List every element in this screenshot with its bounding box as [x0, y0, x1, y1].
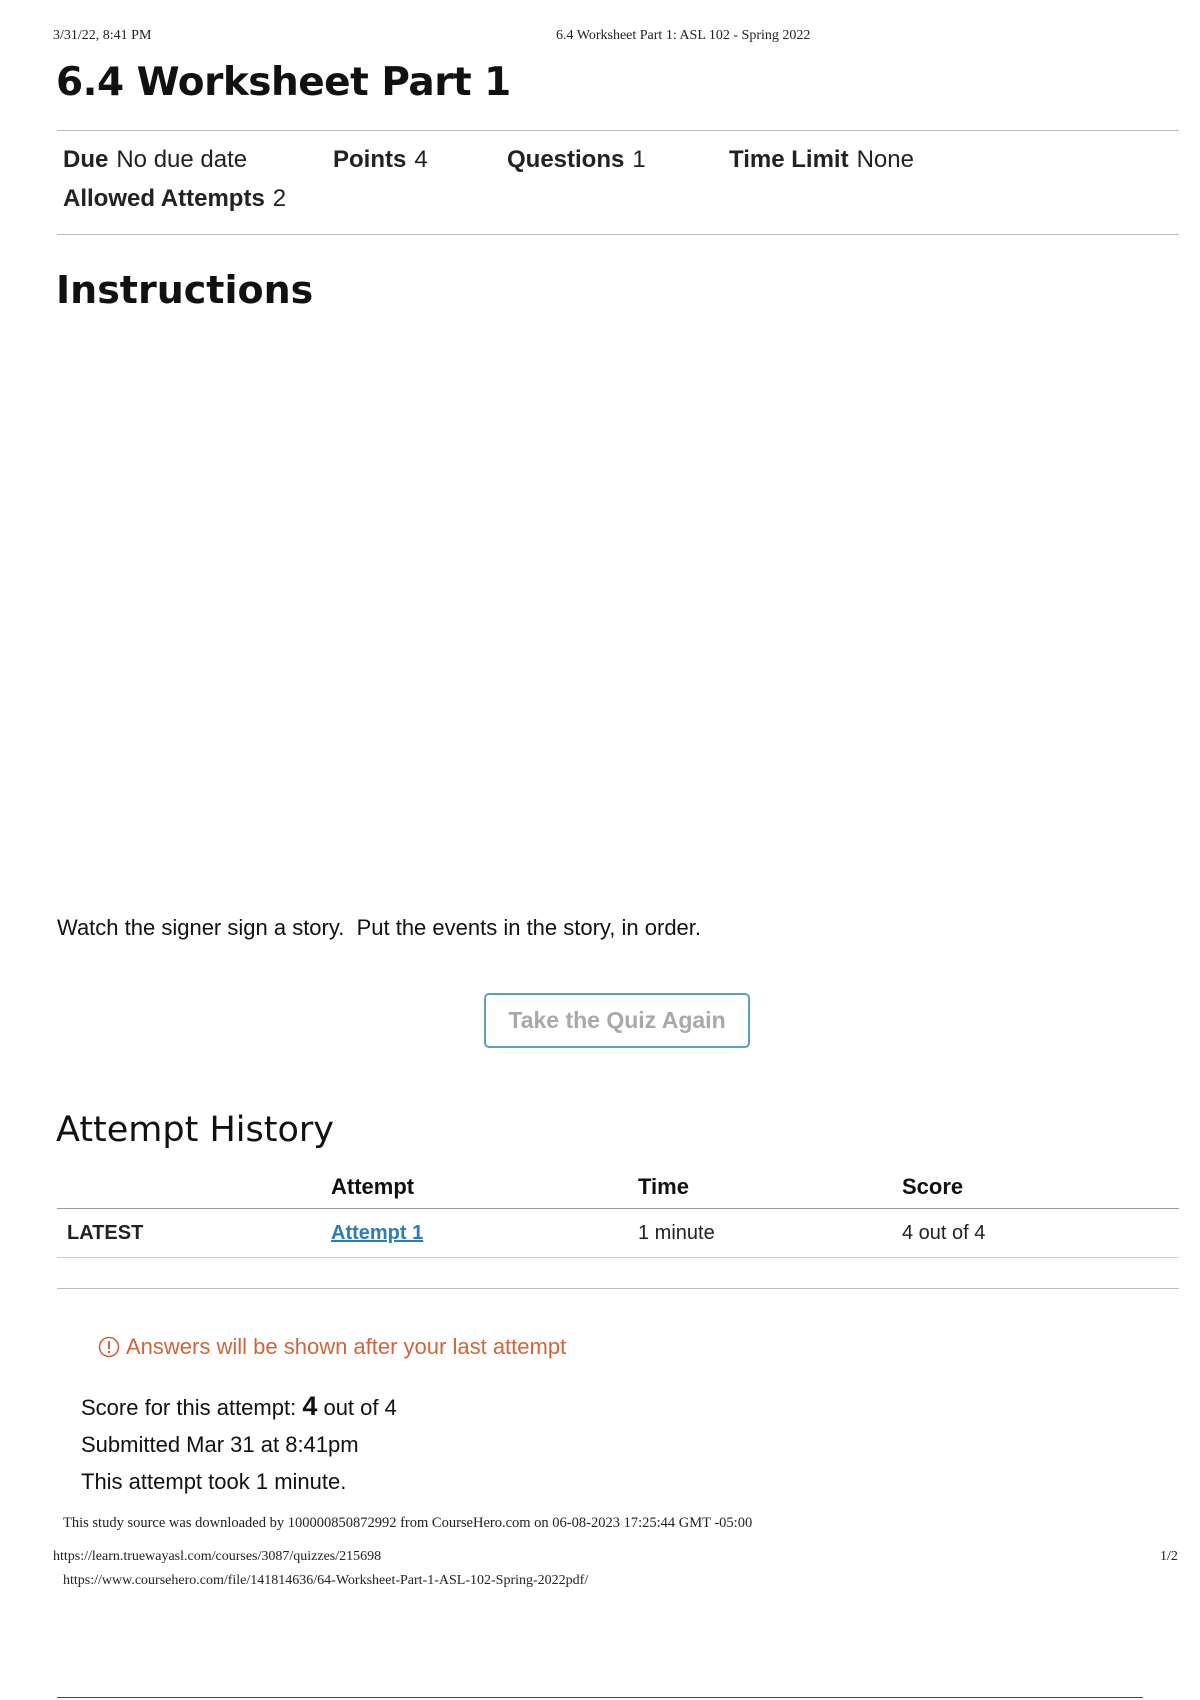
questions-label: Questions: [507, 146, 625, 173]
points-detail: [333, 146, 428, 174]
time-limit-label: Time Limit: [729, 146, 849, 173]
instructions-heading: Instructions: [56, 268, 314, 312]
allowed-attempts-value: 2: [272, 185, 287, 212]
column-header-label: [57, 1170, 331, 1209]
attempt-1-link[interactable]: Attempt 1: [331, 1221, 424, 1244]
instructions-text: Watch the signer sign a story. Put the events in the story, in order.: [57, 915, 702, 940]
bottom-divider: [57, 1697, 1143, 1698]
duration-line: This attempt took 1 minute.: [81, 1469, 347, 1494]
attempt-cell: [331, 1209, 638, 1258]
column-header-attempt: Attempt: [331, 1170, 638, 1209]
take-quiz-again-button[interactable]: Take the Quiz Again: [484, 993, 750, 1048]
score-value: 4: [302, 1391, 318, 1421]
answers-notice: [98, 1334, 566, 1360]
due-label: Due: [63, 146, 109, 173]
points-label: Points: [333, 146, 407, 173]
submitted-line: Submitted Mar 31 at 8:41pm: [81, 1432, 359, 1457]
column-header-time: Time: [638, 1170, 902, 1209]
time-limit-detail: [729, 146, 914, 174]
time-cell: 1 minute: [638, 1209, 902, 1258]
exclamation-circle-icon: [98, 1336, 120, 1358]
divider: [57, 1288, 1179, 1289]
questions-value: 1: [632, 146, 646, 173]
table-header-row: [57, 1170, 1179, 1209]
print-date: 3/31/22, 8:41 PM: [53, 28, 152, 43]
divider: [57, 234, 1179, 235]
print-doc-title: 6.4 Worksheet Part 1: ASL 102 - Spring 2022: [556, 28, 811, 43]
latest-label: LATEST: [57, 1209, 331, 1258]
footer-url-2: https://www.coursehero.com/file/141814636/64-Worksheet-Part-1-ASL-102-Spring-2022pdf/: [63, 1573, 589, 1588]
footer-source-line: This study source was downloaded by 100000850872992 from CourseHero.com on 06-08-2023 17:25:44 GMT -05:00: [63, 1515, 753, 1531]
due-detail: [63, 146, 247, 174]
allowed-attempts-detail: [63, 185, 286, 213]
score-prefix: Score for this attempt:: [81, 1395, 303, 1420]
table-row: [57, 1209, 1179, 1258]
questions-detail: [507, 146, 646, 174]
attempt-history-table: [57, 1170, 1179, 1258]
points-value: 4: [414, 146, 428, 173]
video-embed-area: [57, 330, 1179, 890]
footer-url: https://learn.truewayasl.com/courses/3087/quizzes/215698: [53, 1549, 382, 1564]
score-cell: 4 out of 4: [902, 1209, 1179, 1258]
attempt-details: [81, 1388, 397, 1500]
notice-text: Answers will be shown after your last attempt: [126, 1334, 567, 1359]
attempt-history-heading: Attempt History: [56, 1110, 334, 1150]
time-limit-value: None: [856, 146, 914, 173]
score-suffix: out of 4: [317, 1395, 397, 1420]
column-header-score: Score: [902, 1170, 1179, 1209]
divider: [57, 130, 1179, 131]
due-value: No due date: [116, 146, 248, 173]
attempt-score-line: [81, 1388, 397, 1426]
page-title: 6.4 Worksheet Part 1: [56, 60, 511, 105]
footer-page-number: 1/2: [1160, 1549, 1178, 1564]
allowed-attempts-label: Allowed Attempts: [63, 185, 265, 212]
